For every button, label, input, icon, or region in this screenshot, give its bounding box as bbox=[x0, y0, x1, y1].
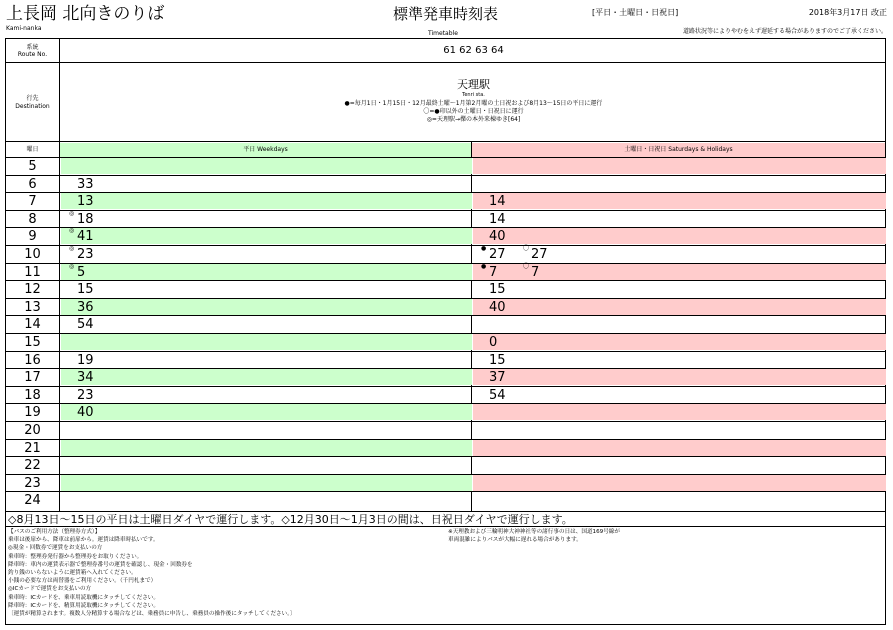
timetable-row bbox=[6, 352, 886, 369]
instruction-line: 〔運賃が精算されます。複数人分精算する場合などは、乗務員に申告し、乗務員の操作後にタッチしてください。〕 bbox=[8, 611, 296, 617]
hour-cell: 13 bbox=[24, 299, 41, 315]
destination-label-en: Destination bbox=[15, 103, 50, 110]
departure-minute: 27 bbox=[531, 247, 548, 262]
hour-cell: 9 bbox=[28, 229, 37, 245]
departure-minute: 27 bbox=[489, 247, 506, 262]
departure-minute: 34 bbox=[77, 370, 94, 386]
traffic-notice-line: ※天理教および三輪明神大神神社等の諸行事の日は、国道169号線が bbox=[448, 529, 620, 535]
hour-cell: 5 bbox=[28, 159, 37, 174]
departure-minute: 37 bbox=[489, 370, 506, 386]
departure-minute: 18 bbox=[77, 211, 94, 227]
departure-minute: 15 bbox=[489, 282, 506, 298]
divider bbox=[5, 62, 886, 63]
weekday-cell bbox=[61, 369, 472, 385]
instruction-line: 乗車時：整理券発行器から整理券をお取りください。 bbox=[8, 553, 143, 560]
departure-minute: 15 bbox=[77, 282, 94, 298]
holiday-cell bbox=[473, 475, 886, 491]
instruction-line: 小銭の必要な方は両替器をご利用ください。（千円札まで） bbox=[8, 578, 157, 585]
hour-cell: 20 bbox=[24, 423, 41, 438]
hour-cell: 18 bbox=[24, 387, 41, 403]
holiday-cell bbox=[473, 492, 886, 508]
destination-name-en: Tenri sta. bbox=[462, 92, 485, 98]
timetable-row bbox=[6, 281, 886, 298]
instruction-line: 乗車時：ICカードを、乗車用読取機にタッチしてください。 bbox=[8, 594, 159, 601]
page-title: 標準発車時刻表 bbox=[393, 5, 499, 23]
weekday-cell bbox=[61, 492, 472, 508]
hour-cell: 7 bbox=[28, 194, 37, 210]
weekday-cell bbox=[61, 440, 472, 456]
departure-minute: 14 bbox=[489, 211, 506, 227]
timetable-row bbox=[6, 193, 886, 210]
departure-minute: 40 bbox=[489, 299, 506, 315]
hour-cell: 17 bbox=[24, 370, 41, 386]
hour-cell: 24 bbox=[24, 493, 41, 509]
instruction-line: 降車時：ICカードを、精算用読取機にタッチしてください。 bbox=[8, 602, 159, 609]
weekday-cell bbox=[61, 246, 472, 262]
weekday-cell bbox=[61, 228, 472, 244]
destination-note: ●=毎月1日・1月15日・12月最終土曜～1月第2月曜の土日祝および8月13～15日の平日に運行 bbox=[344, 100, 603, 107]
departure-minute: 7 bbox=[489, 264, 498, 280]
holiday-cell bbox=[473, 211, 886, 227]
departure-minute: 0 bbox=[489, 335, 498, 350]
holiday-cell bbox=[473, 158, 886, 174]
weekday-cell bbox=[61, 158, 472, 174]
departure-minute: 54 bbox=[489, 387, 506, 403]
weekday-cell bbox=[61, 299, 472, 315]
weekday-column-header: 平日 Weekdays bbox=[60, 143, 471, 157]
instruction-line: 乗車は後扉から、降車は前扉から。運賃は降車時払いです。 bbox=[8, 537, 159, 544]
weekday-cell bbox=[61, 475, 472, 491]
weekday-cell bbox=[61, 352, 472, 368]
hour-cell: 11 bbox=[24, 264, 41, 280]
revision-date: 2018年3月17日 改正 bbox=[808, 8, 887, 17]
weekday-cell bbox=[61, 176, 472, 192]
destination-name: 天理駅 bbox=[457, 78, 490, 91]
departure-mark: 〇 bbox=[523, 262, 530, 270]
holiday-cell bbox=[473, 334, 886, 350]
holiday-cell bbox=[473, 387, 886, 403]
departure-minute: 33 bbox=[77, 176, 94, 192]
hour-cell: 6 bbox=[28, 176, 37, 192]
instruction-line: 【バスのご利用方法（整理券方式）】 bbox=[8, 529, 101, 535]
departure-mark: ● bbox=[481, 262, 487, 270]
departure-minute: 15 bbox=[489, 352, 506, 368]
weekday-cell bbox=[61, 334, 472, 350]
route-numbers: 61 62 63 64 bbox=[443, 45, 504, 56]
instruction-line: ◎ICカードで運賃をお支払いの方 bbox=[8, 586, 92, 593]
timetable-row bbox=[6, 387, 886, 404]
weekday-cell bbox=[61, 404, 472, 420]
weekday-cell bbox=[61, 316, 472, 332]
timetable-row bbox=[6, 492, 886, 509]
departure-minute: 14 bbox=[489, 194, 506, 210]
holiday-cell bbox=[473, 352, 886, 368]
timetable-row bbox=[6, 422, 886, 439]
hour-cell: 16 bbox=[24, 352, 41, 368]
hour-cell: 12 bbox=[24, 282, 41, 298]
departure-mark: ◎ bbox=[69, 245, 75, 252]
hour-cell: 10 bbox=[24, 247, 41, 262]
schedule-note: ◇8月13日～15日の平日は土曜日ダイヤで運行します。◇12月30日～1月3日の間は、日祝日ダイヤで運行します。 bbox=[8, 513, 573, 526]
timetable-row bbox=[6, 440, 886, 457]
holiday-column-header: 土曜日・日祝日 Saturdays & Holidays bbox=[472, 143, 885, 157]
holiday-cell bbox=[473, 369, 886, 385]
weekday-cell bbox=[61, 211, 472, 227]
timetable-row bbox=[6, 404, 886, 421]
weekday-cell bbox=[61, 387, 472, 403]
timetable-row bbox=[6, 457, 886, 474]
destination-note: 〇=●印以外の土曜日・日祝日に運行 bbox=[423, 108, 524, 115]
departure-minute: 13 bbox=[77, 194, 94, 210]
departure-minute: 40 bbox=[77, 405, 94, 421]
timetable-row bbox=[6, 211, 886, 228]
departure-minute: 7 bbox=[531, 264, 540, 280]
divider bbox=[5, 526, 886, 527]
timetable-row bbox=[6, 246, 886, 263]
departure-minute: 19 bbox=[77, 352, 94, 368]
divider bbox=[5, 511, 886, 512]
page-title-en: Timetable bbox=[428, 30, 458, 37]
departure-mark: ◎ bbox=[69, 209, 75, 217]
day-types: [平日・土曜日・日祝日] bbox=[592, 8, 679, 17]
holiday-cell bbox=[473, 316, 886, 332]
timetable-row bbox=[6, 158, 886, 175]
hour-cell: 19 bbox=[24, 405, 41, 421]
departure-mark: ◎ bbox=[69, 262, 75, 270]
holiday-cell bbox=[473, 228, 886, 244]
instruction-line: 釣り銭のいらないように運賃箱へ入れてください。 bbox=[8, 570, 137, 576]
holiday-cell bbox=[473, 422, 886, 438]
departure-minute: 36 bbox=[77, 299, 94, 315]
holiday-cell bbox=[473, 440, 886, 456]
timetable-row bbox=[6, 299, 886, 316]
departure-mark: 〇 bbox=[523, 245, 530, 252]
weekday-cell bbox=[61, 457, 472, 473]
hour-cell: 15 bbox=[24, 335, 41, 350]
holiday-cell bbox=[473, 193, 886, 209]
hour-cell: 14 bbox=[24, 317, 41, 333]
timetable-row bbox=[6, 334, 886, 351]
stop-name: 上長岡 北向きのりば bbox=[6, 4, 165, 24]
hour-cell: 23 bbox=[24, 475, 41, 491]
holiday-cell bbox=[473, 299, 886, 315]
departure-minute: 23 bbox=[77, 247, 94, 262]
departure-minute: 54 bbox=[77, 317, 94, 333]
weekday-cell bbox=[61, 264, 472, 280]
divider bbox=[5, 141, 886, 142]
holiday-cell bbox=[473, 176, 886, 192]
instruction-line: ◎現金・回数券で運賃をお支払いの方 bbox=[8, 545, 103, 552]
destination-label: 行先 bbox=[26, 95, 39, 102]
departure-minute: 5 bbox=[77, 264, 86, 280]
weekday-cell bbox=[61, 193, 472, 209]
hour-cell: 21 bbox=[24, 440, 41, 456]
route-label-en: Route No. bbox=[17, 51, 48, 58]
weekday-cell bbox=[61, 281, 472, 297]
instruction-line: 降車時：車内の運賃表示器で整理券番号の運賃を確認し、現金・回数券を bbox=[8, 561, 193, 568]
departure-minute: 41 bbox=[77, 229, 94, 245]
timetable-row bbox=[6, 475, 886, 492]
departure-minute: 40 bbox=[489, 229, 506, 245]
departure-minute: 23 bbox=[77, 387, 94, 403]
timetable-row bbox=[6, 264, 886, 281]
timetable-row bbox=[6, 369, 886, 386]
route-label: 系統 bbox=[26, 44, 39, 51]
holiday-cell bbox=[473, 404, 886, 420]
hour-column-header: 曜日 bbox=[26, 146, 39, 153]
holiday-cell bbox=[473, 264, 886, 280]
timetable-row bbox=[6, 316, 886, 333]
departure-mark: ◎ bbox=[69, 227, 75, 235]
departure-mark: ● bbox=[481, 245, 487, 252]
destination-note: ◎=天理駅→櫟の本外来棟ゆき[64] bbox=[426, 116, 521, 123]
holiday-cell bbox=[473, 281, 886, 297]
traffic-notice-line: 車両混雑によりバスが大幅に遅れる場合があります。 bbox=[448, 537, 582, 544]
delay-notice: 道路状況等によりやむをえず遅延する場合がありますのでご了承ください。 bbox=[682, 28, 887, 35]
weekday-cell bbox=[61, 422, 472, 438]
stop-name-en: Kami-nanka bbox=[6, 25, 42, 32]
holiday-cell bbox=[473, 246, 886, 262]
timetable-row bbox=[6, 176, 886, 193]
hour-cell: 8 bbox=[28, 211, 37, 227]
hour-cell: 22 bbox=[24, 458, 41, 474]
holiday-cell bbox=[473, 457, 886, 473]
timetable-row bbox=[6, 228, 886, 245]
